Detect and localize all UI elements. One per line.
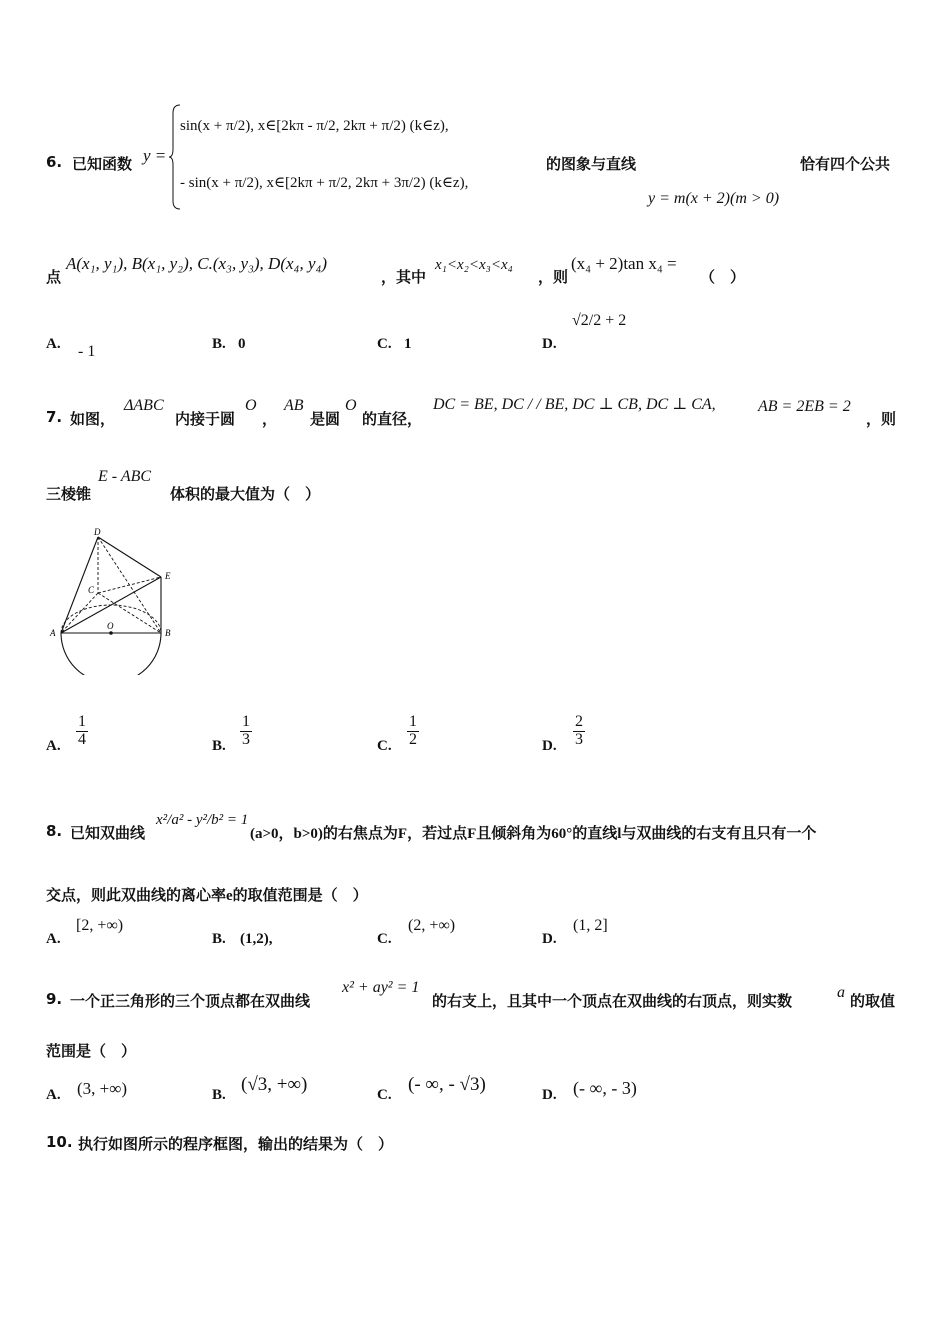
q6-option-b-value-text[interactable]: 0	[238, 336, 246, 352]
q7-option-a-fraction[interactable]	[76, 714, 88, 749]
q7-circle-o-2: O	[345, 397, 357, 414]
q7-pyramid: E - ABC	[98, 468, 152, 485]
label-b: B	[165, 628, 171, 638]
q7-geometry-figure	[44, 525, 184, 675]
q6-option-c-label[interactable]: C.	[377, 336, 392, 352]
q9-variable-a: a	[837, 984, 845, 1001]
q7-triangle: ΔABC	[124, 397, 164, 414]
q8-equation: x²/a² - y²/b² = 1	[156, 812, 249, 828]
q10-text: 执行如图所示的程序框图，输出的结果为（ ）	[78, 1135, 394, 1153]
q8-text-2: (a>0，b>0)的右焦点为F，若过点F且倾斜角为60°的直线l与双曲线的右支有且只有一个	[250, 826, 817, 842]
q6-option-c-value[interactable]: 1	[404, 336, 412, 352]
q9-option-c-value[interactable]: (- ∞, - √3)	[408, 1074, 486, 1095]
q9-text-4: 范围是（ ）	[46, 1042, 137, 1060]
q6-points: A(x₁, y₁), B(x₁, y₂), C.(x₃, y₃), D(x₄, y₄)	[66, 254, 328, 273]
q6-end-text: 恰有四个公共	[800, 155, 891, 173]
q7-option-c-num: 1	[409, 713, 417, 730]
q7-option-c-den: 2	[409, 730, 417, 748]
q6-expression: (x₄ + 2)tan x₄ =	[571, 254, 677, 273]
q7-text-4: 是圆	[310, 410, 341, 428]
segment-de	[98, 537, 161, 577]
q7-option-c-fraction[interactable]	[407, 714, 419, 749]
q7-option-d-den: 3	[575, 730, 583, 748]
q8-option-a-value[interactable]: [2, +∞)	[76, 917, 124, 934]
q9-option-b-label[interactable]: B.	[212, 1087, 226, 1103]
q8-option-c-label[interactable]: C.	[377, 931, 392, 947]
q7-option-b-num: 1	[242, 713, 250, 730]
q6-order: x₁<x₂<x₃<x₄	[435, 257, 513, 273]
q9-number: 9.	[46, 990, 63, 1008]
circle-lower-arc	[61, 633, 161, 675]
q7-condition-ab: AB = 2EB = 2	[758, 398, 851, 415]
q7-text-1: 如图，	[70, 410, 116, 428]
q6-then: ，则	[538, 268, 569, 286]
q6-line-equation: y = m(x + 2)(m > 0)	[648, 190, 780, 207]
q9-option-c-label[interactable]: C.	[377, 1087, 392, 1103]
q8-text-3: 交点，则此双曲线的离心率e的取值范围是（ ）	[46, 888, 368, 904]
segment-ca	[61, 593, 98, 633]
q9-option-d-label[interactable]: D.	[542, 1087, 557, 1103]
q7-option-d-fraction[interactable]	[573, 714, 585, 749]
q6-answer-paren: （ ）	[700, 268, 746, 286]
q9-option-a-label[interactable]: A.	[46, 1087, 61, 1103]
q6-where: ，其中	[381, 268, 427, 286]
q8-option-b-value[interactable]: (1,2),	[240, 931, 273, 947]
q9-option-d-value[interactable]: (- ∞, - 3)	[573, 1078, 637, 1098]
q7-number: 7.	[46, 408, 63, 426]
label-o: O	[107, 621, 114, 631]
q9-option-a-value[interactable]: (3, +∞)	[77, 1079, 128, 1098]
q7-conditions: DC = BE, DC / / BE, DC ⊥ CB, DC ⊥ CA,	[433, 396, 716, 413]
q6-func-lhs: y =	[143, 146, 167, 165]
q9-option-b-value[interactable]: (√3, +∞)	[241, 1074, 308, 1095]
q6-option-a-label[interactable]: A.	[46, 336, 61, 352]
q7-option-a-label[interactable]: A.	[46, 738, 61, 754]
q8-option-d-value[interactable]: (1, 2]	[573, 917, 608, 934]
q7-text-5: 的直径，	[362, 410, 423, 428]
label-c: C	[88, 585, 95, 595]
q8-option-b-label[interactable]: B.	[212, 931, 226, 947]
q6-option-d-label[interactable]: D.	[542, 336, 557, 352]
q7-option-a-den: 4	[78, 730, 86, 748]
q7-option-d-num: 2	[575, 713, 583, 730]
q7-text-8: 体积的最大值为（ ）	[170, 485, 321, 503]
q6-piece-1: sin(x + π/2), x∈[2kπ - π/2, 2kπ + π/2) (k∈z),	[180, 118, 449, 134]
segment-db	[98, 537, 161, 633]
q8-option-a-label[interactable]: A.	[46, 931, 61, 947]
q9-text-2: 的右支上，且其中一个顶点在双曲线的右顶点，则实数	[432, 992, 793, 1010]
q7-circle-o-1: O	[245, 397, 257, 414]
q8-text-1: 已知双曲线	[70, 824, 146, 842]
q8-number: 8.	[46, 822, 63, 840]
q6-piece-2: - sin(x + π/2), x∈[2kπ + π/2, 2kπ + 3π/2) (k∈z),	[180, 175, 469, 191]
q6-intro: 已知函数	[72, 155, 133, 173]
q10-number: 10.	[46, 1133, 73, 1151]
label-d: D	[94, 527, 101, 537]
q7-text-6: ，则	[866, 410, 897, 428]
q6-mid-text: 的图象与直线	[546, 155, 637, 173]
q9-text-3: 的取值	[850, 992, 896, 1010]
label-a: A	[50, 628, 56, 638]
q7-option-b-den: 3	[242, 730, 250, 748]
q8-option-d-label[interactable]: D.	[542, 931, 557, 947]
center-o-dot	[109, 631, 113, 635]
q6-number: 6.	[46, 153, 63, 171]
q7-text-7: 三棱锥	[46, 485, 92, 503]
q7-option-a-num: 1	[78, 713, 86, 730]
q6-option-b-label[interactable]: B.	[212, 336, 226, 352]
q7-option-b-label[interactable]: B.	[212, 738, 226, 754]
q7-option-b-fraction[interactable]	[240, 714, 252, 749]
q8-option-c-value[interactable]: (2, +∞)	[408, 917, 456, 934]
label-e: E	[165, 571, 171, 581]
q9-text-1: 一个正三角形的三个顶点都在双曲线	[70, 992, 311, 1010]
q7-option-d-label[interactable]: D.	[542, 738, 557, 754]
q7-text-2: 内接于圆	[175, 410, 236, 428]
q6-option-d-value[interactable]: √2/2 + 2	[572, 312, 627, 329]
q7-diameter-ab: AB	[284, 397, 304, 414]
q7-text-3: ，	[262, 410, 278, 428]
q7-option-c-label[interactable]: C.	[377, 738, 392, 754]
q6-option-a-value[interactable]: - 1	[78, 343, 96, 360]
q6-points-prefix: 点	[46, 268, 62, 286]
q9-equation: x² + ay² = 1	[342, 979, 420, 996]
